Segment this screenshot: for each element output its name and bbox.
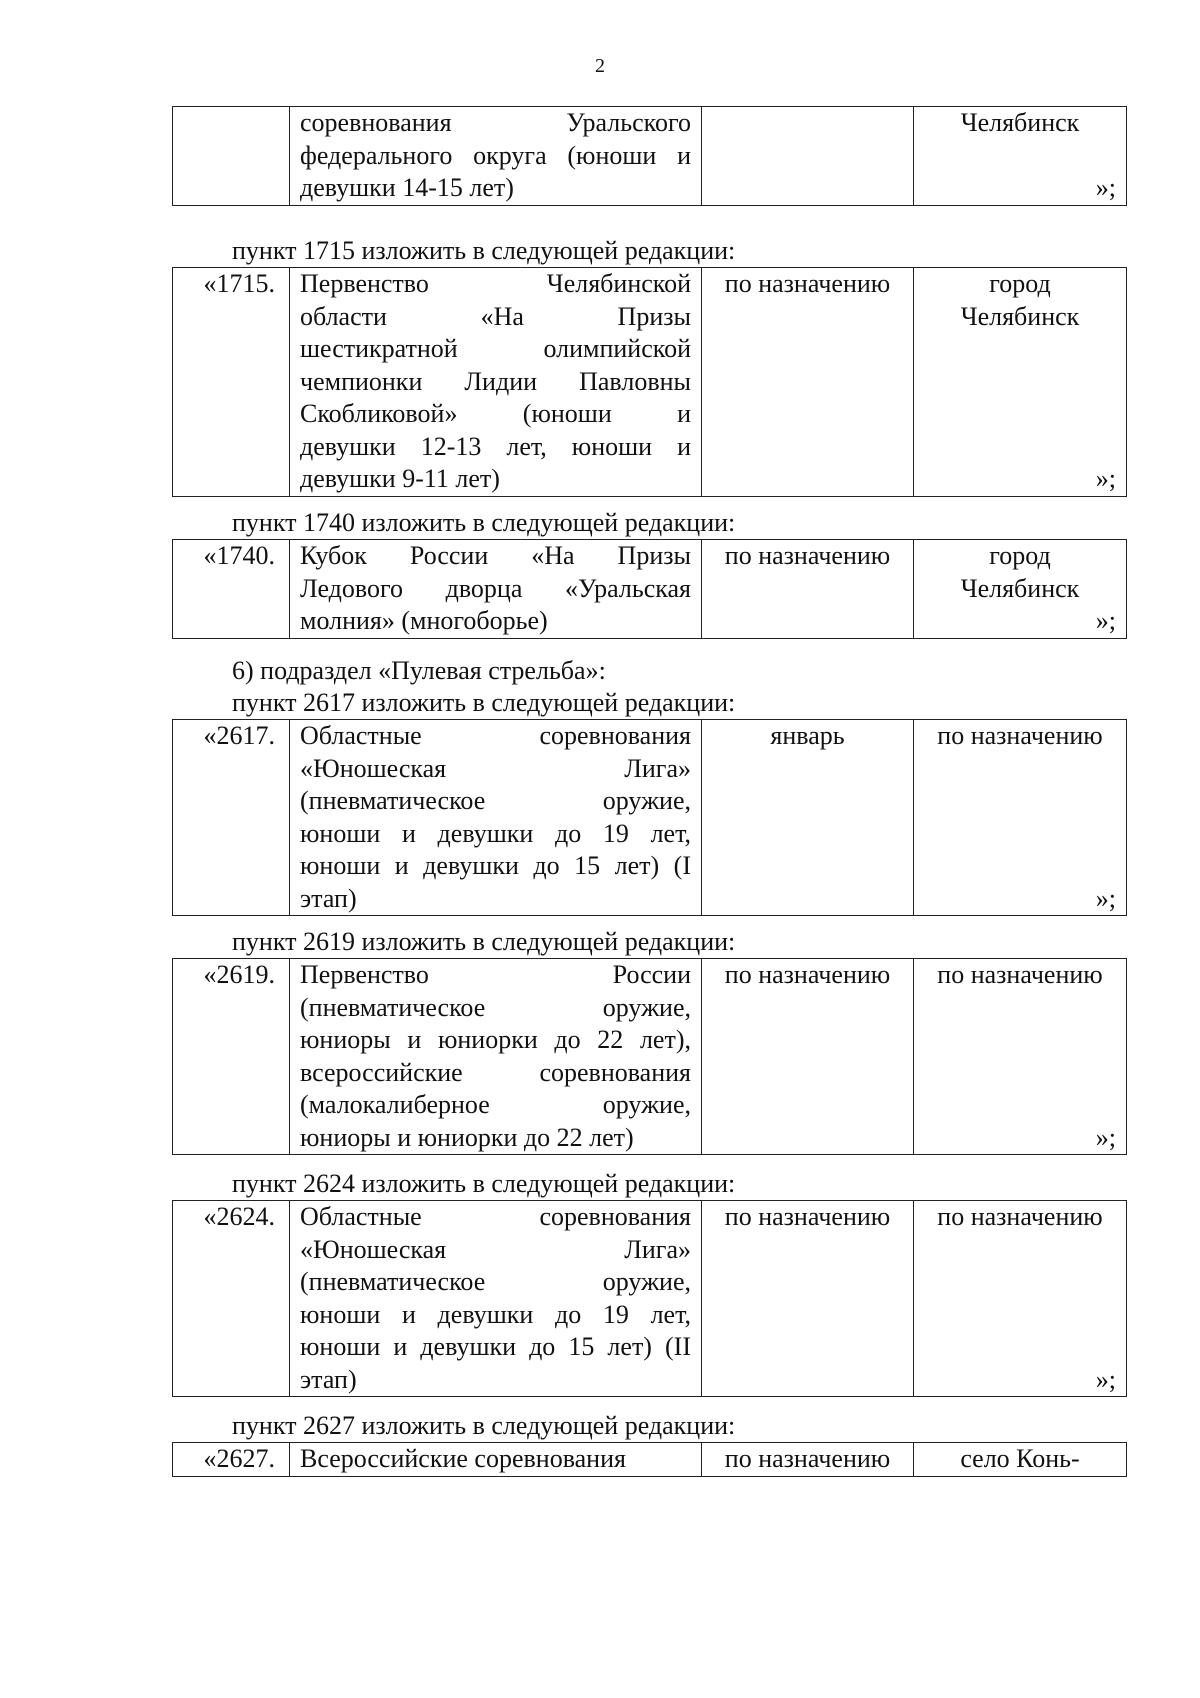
location-line: город — [989, 541, 1051, 570]
description-line: девушки 14-15 лет) — [300, 173, 514, 202]
table-row — [173, 1443, 1127, 1477]
location-line: Челябинск — [960, 301, 1080, 331]
location-line: Челябинск — [960, 108, 1080, 137]
description-line: этап) — [300, 883, 357, 913]
event-location-cell — [914, 959, 1127, 1155]
closing-quote: »; — [1095, 1364, 1116, 1394]
event-description-cell — [290, 1201, 702, 1397]
description-line: юноши и девушки до 15 лет) (I — [300, 851, 691, 880]
description-line: Скобликовой» (юноши и — [300, 399, 691, 428]
description-line: девушки 9-11 лет) — [300, 464, 500, 493]
amendment-block — [0, 1168, 1200, 1397]
description-line: этап) — [300, 1364, 357, 1394]
event-date-cell — [702, 107, 914, 206]
item-number-cell: «1715. — [173, 268, 290, 497]
amendment-intro-line: пункт 2619 изложить в следующей редакции: — [232, 927, 736, 956]
location-line: село Конь- — [960, 1444, 1080, 1473]
location-line: по назначению — [937, 960, 1103, 989]
description-line: федерального округа (юноши и — [300, 140, 691, 170]
spacer — [920, 1057, 1120, 1090]
amendment-intro-line: пункт 2624 изложить в следующей редакции: — [232, 1169, 736, 1198]
amendment-table — [172, 1442, 1127, 1477]
description-line: юноши и девушки до 15 лет) (II — [300, 1332, 691, 1361]
description-line: шестикратной олимпийской — [300, 334, 691, 363]
closing-quote: »; — [1095, 883, 1116, 913]
description-line: (пневматическое оружие, — [300, 1267, 691, 1296]
table-row — [173, 959, 1127, 1155]
amendment-block — [0, 235, 1200, 497]
event-description-cell — [290, 107, 702, 206]
event-date-cell: по назначению — [702, 540, 914, 639]
event-date-cell: по назначению — [702, 268, 914, 497]
amendment-intro-line: пункт 1740 изложить в следующей редакции: — [232, 508, 736, 537]
event-description-cell — [290, 268, 702, 497]
description-line: юноши и девушки до 19 лет, — [300, 1299, 691, 1329]
description-line: молния» (многоборье) — [300, 606, 548, 635]
event-date-cell: по назначению — [702, 959, 914, 1155]
table-row — [173, 107, 1127, 206]
table-row — [173, 1201, 1127, 1397]
amendment-table — [172, 539, 1127, 639]
description-line: чемпионки Лидии Павловны — [300, 366, 691, 396]
amendment-intro-line: пункт 2617 изложить в следующей редакции: — [232, 688, 736, 717]
description-line: Ледового дворца «Уральская — [300, 573, 691, 603]
amendment-block — [0, 507, 1200, 639]
description-line: (малокалиберное оружие, — [300, 1090, 691, 1119]
spacer — [920, 398, 1120, 431]
description-line: Всероссийские соревнования — [300, 1444, 626, 1473]
description-line: юниоры и юниорки до 22 лет), — [300, 1025, 691, 1054]
amendment-table — [172, 958, 1127, 1155]
table-row — [173, 540, 1127, 639]
item-number-cell: «1740. — [173, 540, 290, 639]
location-line: Челябинск — [960, 573, 1080, 603]
spacer — [920, 1089, 1120, 1122]
amendment-block — [0, 926, 1200, 1155]
description-line: Первенство России — [300, 960, 691, 989]
closing-quote: »; — [1095, 173, 1116, 202]
description-line: девушки 12-13 лет, юноши и — [300, 431, 691, 461]
spacer — [920, 1299, 1120, 1332]
description-line: «Юношеская Лига» — [300, 753, 691, 783]
event-description-cell — [290, 720, 702, 916]
amendment-table — [172, 1200, 1127, 1397]
spacer — [920, 785, 1120, 818]
spacer — [920, 140, 1120, 173]
amendment-table — [172, 106, 1127, 206]
spacer — [920, 1024, 1120, 1057]
item-number-cell: «2624. — [173, 1201, 290, 1397]
spacer — [920, 818, 1120, 851]
amendment-intro-line: пункт 1715 изложить в следующей редакции: — [232, 236, 736, 265]
event-description-cell — [290, 540, 702, 639]
description-line: (пневматическое оружие, — [300, 786, 691, 815]
spacer — [920, 366, 1120, 399]
event-date-cell: по назначению — [702, 1443, 914, 1477]
description-line: области «На Призы — [300, 301, 691, 331]
description-line: (пневматическое оружие, — [300, 992, 691, 1022]
event-location-cell — [914, 1443, 1127, 1477]
description-line: Кубок России «На Призы — [300, 541, 691, 570]
item-number-cell: «2617. — [173, 720, 290, 916]
page-number: 2 — [595, 55, 605, 77]
item-number-cell: «2619. — [173, 959, 290, 1155]
description-line: соревнования Уральского — [300, 108, 691, 137]
location-line: по назначению — [937, 721, 1103, 750]
amendment-block — [0, 1410, 1200, 1477]
item-number-cell: «2627. — [173, 1443, 290, 1477]
event-location-cell — [914, 720, 1127, 916]
amendment-intro-line: 6) подраздел «Пулевая стрельба»: — [232, 656, 606, 685]
description-line: Областные соревнования — [300, 1202, 691, 1231]
event-date-cell: по назначению — [702, 1201, 914, 1397]
table-row — [173, 720, 1127, 916]
event-description-cell — [290, 959, 702, 1155]
description-line: «Юношеская Лига» — [300, 1234, 691, 1264]
event-description-cell — [290, 1443, 702, 1477]
location-line: город — [989, 269, 1051, 298]
amendment-block — [0, 106, 1200, 206]
closing-quote: »; — [1095, 606, 1116, 635]
description-line: юноши и девушки до 19 лет, — [300, 818, 691, 848]
spacer — [920, 992, 1120, 1025]
amendment-table — [172, 267, 1127, 497]
amendment-block — [0, 655, 1200, 916]
closing-quote: »; — [1095, 464, 1116, 493]
spacer — [920, 753, 1120, 786]
event-date-cell: январь — [702, 720, 914, 916]
table-row — [173, 268, 1127, 497]
location-line: по назначению — [937, 1202, 1103, 1231]
spacer — [920, 333, 1120, 366]
spacer — [920, 1331, 1120, 1364]
description-line: Первенство Челябинской — [300, 269, 691, 298]
description-line: всероссийские соревнования — [300, 1057, 691, 1087]
description-line: юниоры и юниорки до 22 лет) — [300, 1122, 634, 1152]
amendment-intro-line: пункт 2627 изложить в следующей редакции: — [232, 1411, 736, 1440]
description-line: Областные соревнования — [300, 721, 691, 750]
spacer — [920, 850, 1120, 883]
spacer — [920, 1266, 1120, 1299]
amendment-table — [172, 719, 1127, 916]
event-location-cell — [914, 268, 1127, 497]
event-location-cell — [914, 540, 1127, 639]
spacer — [920, 431, 1120, 464]
item-number-cell — [173, 107, 290, 206]
event-location-cell — [914, 1201, 1127, 1397]
closing-quote: »; — [1095, 1122, 1116, 1152]
event-location-cell — [914, 107, 1127, 206]
spacer — [920, 1234, 1120, 1267]
